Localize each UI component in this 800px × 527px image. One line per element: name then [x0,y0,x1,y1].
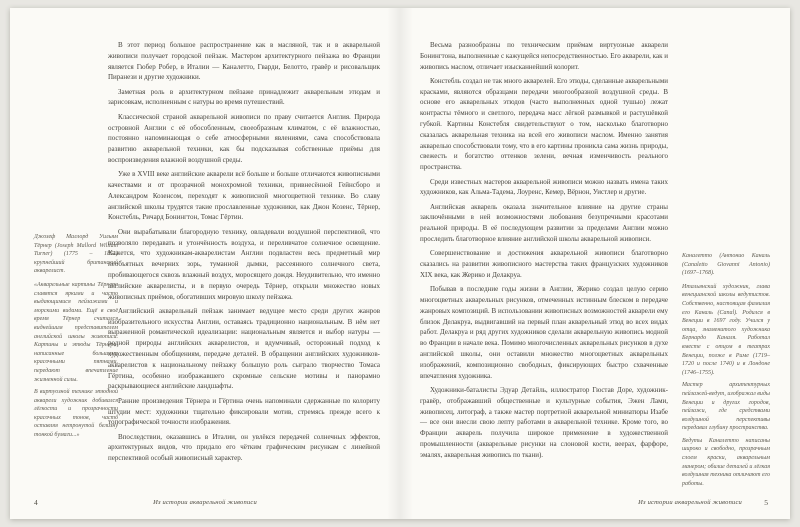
margin-note-turner-bio [34,233,118,444]
paragraph: Ранние произведения Тёрнера и Гёртина очень напоминали сдержанные по колориту штудии мест: художники тщательно фиксировали мотив, стремясь прежде всего к топографической точности изображения. [108,396,380,427]
right-text-column [420,40,668,464]
paragraph: Классической страной акварельной живописи по праву считается Англия. Природа островной Англии с её обособленным, своеобразным климатом, с её влажностью, постоянно напоминающая о себе атмосферными явлениями, сама способствовала развитию акварельной техники, как бы подсказывая собственные приёмы для воспроизведения влажной воздушной среды. [108,112,380,164]
paragraph: Среди известных мастеров акварельной живописи можно назвать имена таких художников, как Альма-Тадема, Лоуренс, Кемер, Вёрнон, Уистлер и другие. [420,177,668,197]
right-page-footer [400,497,790,509]
paragraph: Художники-баталисты Эдуар Детайль, иллюстратор Гюстав Доре, художник-гравёр, отображавший общественные и культурные события, Эжен Лами, живописец, литограф, а также мастер портретной акварельной миниатюры Изабе — все они внесли свою лепту работами в акварельной технике. Кроме того, во Франции акварель получила широкое применение в художественной промышленности (акварельные рисунки на слоновой кости, веерах, фарфоре, эмалях, акварельная живопись по ткани). [420,385,668,459]
paragraph: Уже в XVIII веке английские акварели всё больше и больше отличаются живописными качествами и от прозрачной монохромной техники, привнесённой Гейнсборо и Александром Козенсом, переходят к живописной многоцветной технике. Во славу английской школы трудятся такие прославленные художники, как Джон Козенс, Тёрнер, Констебль, Ричард Бонингтон, Томас Гёртин. [108,170,380,222]
page-left [10,8,400,519]
paragraph: Совершенствование и достижения акварельной живописи благотворно сказались на развитии живописного мастерства таких французских художников XIX века, как Жерико и Делакруа. [420,249,668,279]
paragraph: Английская акварель оказала значительное влияние на другие страны заключёнными в ней возможностями любования безупречными красотами реальной природы. В её последующем развитии за пределами Англии можно проследить благотворное влияние английской школы акварельной живописи. [420,202,668,244]
left-text-column [108,40,380,467]
paragraph: Они вырабатывали благородную технику, овладевали воздушной перспективой, что позволяло передавать и утончённость воздуха, и переливчатое солнечное освещение. Кажется, что художникам-акварелистам Англии подвластен весь предметный мир необъятных вечерних зорь, туманной дымки, рассеянного солнечного света, пробивающегося сквозь влажный воздух, моросящего дождя. Неудивительно, что именно английские акварелисты, и в первую очередь Тёрнер, открыли множество новых живописных приёмов, обогативших мировую школу пейзажа. [108,227,380,301]
paragraph: Впоследствии, оказавшись в Италии, он увлёкся передачей солнечных эффектов, архитектурных видов, что придало его чётким графическим рисункам с линейной перспективой особый живописный характер. [108,432,380,463]
running-title: Из истории акварельной живописи [638,499,742,506]
margin-note-paragraph: Итальянский художник, глава венецианской школы ведутистов. Собственно, настоящая фамилия его Каналь (Canal). Родился в Венеции в 1697 году. Учился у отца, знаменитого художника Бернардо Каналя. Работал вместе с отцом в театрах Венеции, позже в Риме (1719–1720 и после 1740) и в Лондоне (1746–1755). [682,283,770,376]
paragraph: Констебль создал не так много акварелей. Его этюды, сделанные акварельными красками, являются образцами передачи многообразной воздушной среды. В основе его акварельных этюдов (часто выполненных одной тушью) лежат контрасты тёмного и светлого, передача масс лёгкой размывкой и растушёвкой губкой. Картины Констебля свидетельствуют о том, насколько благотворно сказалась акварельная техника на всей его живописи маслом. Именно занятия акварелью способствовали тому, что в его картины проникла сама жизнь природы, свежесть и богатство оттенков зелени, вечная изменчивость реального пространства. [420,76,668,172]
paragraph: Весьма разнообразны по техническим приёмам виртуозные акварели Бонингтона, выполненные с кажущейся непосредственностью. Его акварели, как и живопись маслом, отличает изысканнейший колорит. [420,41,668,71]
margin-note-paragraph: Мастер архитектурных пейзажей-ведут, изображал виды Венеции и других городов, пейзажи, где средствами воздушной перспективы передавал глубину пространства. [682,382,770,432]
left-page-footer [10,497,400,509]
margin-note-paragraph: Ведуты Каналетто написаны широко и свободно, прозрачным слоем краски, акварельным манером; обилие деталей и лёгкая воздушная техника отличают его работы. [682,437,770,487]
margin-note-canaletto-bio [682,252,770,492]
paragraph: Заметная роль в архитектурном пейзаже принадлежит акварельным этюдам и зарисовкам, исполненным с натуры во время путешествий. [108,87,380,107]
margin-note-heading: Каналетто (Антонио Каналь (Canaletto Giovanni Antonio) (1697–1768). [682,253,770,277]
margin-note-paragraph: В виртуозной технике этюдной акварели художник добивался лёгкости и прозрачности красочных тонов, часто оставляя нетронутой белизну тонкой бумаги...» [34,389,118,439]
margin-note-heading: Джозеф Маллорд Уильям Тёрнер (Joseph Mallord William Turner) (1775 – 1851) крупнейший британский акварелист. [34,234,118,275]
paragraph: В этот период большое распространение как в масляной, так и в акварельной живописи получает городской пейзаж. Мастером архитектурного пейзажа во Франции является Гюбер Робер, в Италии — Каналетто, Гварди, Белотто, гравёр и рисовальщик Пиранези и другие художники. [108,41,380,82]
running-title: Из истории акварельной живописи [153,499,257,506]
page-number: 4 [34,498,38,507]
paragraph: Английский акварельный пейзаж занимает ведущее место среди других жанров изобразительного искусства Англии, оставаясь традиционно национальным. В нём нет выраженной романтической идеализации: национальным является и выбор натуры — родной природы английских акварелистов, и вдумчивый, осторожный подход к художественным обобщениям, передаче деталей. В обращении английских художников-акварелистов к национальному пейзажу большую роль сыграло творчество Томаса Гёртина, особенно изображавшего скромные сельские мотивы и панорамно раскрывающиеся английские ландшафты. [108,306,380,391]
margin-note-paragraph: «Акварельные картины Тёрнера славятся яркими и часто выдающимися пейзажами и морскими видами. Ещё в своё время Тёрнер считался виднейшим представителем английской школы живописи. Картины и этюды Тёрнера, написанные большими красочными пятнами, передают впечатление жизненной силы. [34,281,118,383]
page-right [400,8,790,519]
paper-spread [10,8,790,519]
page-number: 5 [764,498,768,507]
paragraph: Побывав в последние годы жизни в Англии, Жерико создал целую серию многоцветных акварельных рисунков, отмеченных истинным блеском в передаче жанровых композиций. В использовании живописных возможностей акварели ему близок Делакруа, выдвигавший на первый план акварельный этюд во всех видах работ. Делакруа и ряд других художников сделали акварельную живопись модной во Франции в начале века. Помимо многочисленных акварельных рисунков в духе английской школы, они оставили множество многоцветных акварельных изображений, композиционно свободных, фиксирующих быстро схваченные впечатления художника. [420,285,668,380]
